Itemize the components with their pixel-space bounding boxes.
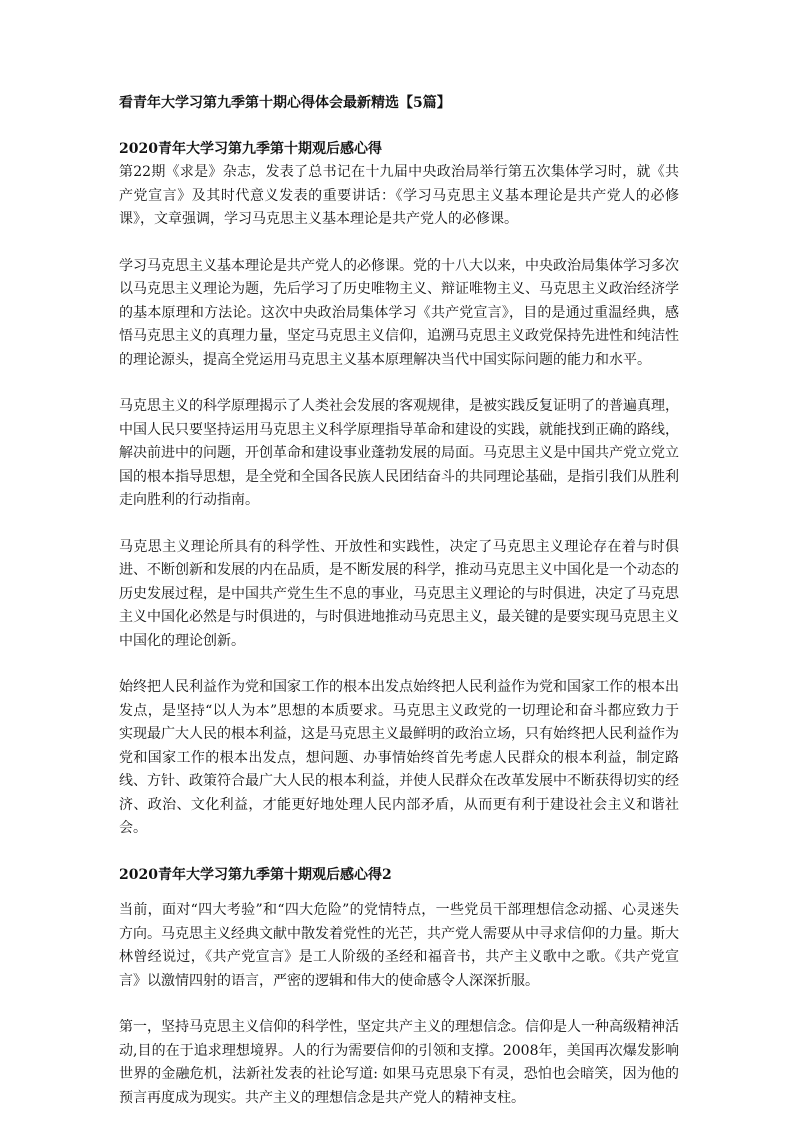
paragraph: 第一，坚持马克思主义信仰的科学性，坚定共产主义的理想信念。信仰是人一种高级精神活动,目的在于追求理想境界。人的行为需要信仰的引领和支撑。2008年，美国再次爆发影响世界的金融危机，法新社发表的社论写道: 如果马克思泉下有灵，恐怕也会暗笑，因为他的预言再度成为现实。共产主义的理想信念是共产党人的精神支柱。 — [119, 1019, 679, 1106]
paragraph: 始终把人民利益作为党和国家工作的根本出发点始终把人民利益作为党和国家工作的根本出发点，是坚持“以人为本”思想的本质要求。马克思主义政党的一切理论和奋斗都应致力于实现最广大人民的根本利益，这是马克思主义最鲜明的政治立场，只有始终把人民利益作为党和国家工作的根本出发点，想问题、办事情始终首先考虑人民群众的根本利益，制定路线、方针、政策符合最广大人民的根本利益，并使人民群众在改革发展中不断获得切实的经济、政治、文化利益，才能更好地处理人民内部矛盾，从而更有利于建设社会主义和谐社会。 — [119, 679, 679, 836]
document-title: 看青年大学习第九季第十期心得体会最新精选【5篇】 — [119, 95, 451, 111]
paragraph: 第22期《求是》杂志，发表了总书记在十九届中央政治局举行第五次集体学习时，就《共产党宣言》及其时代意义发表的重要讲话：《学习马克思主义基本理论是共产党人的必修课》，文章强调，学习马克思主义基本理论是共产党人的必修课。 — [119, 164, 679, 227]
paragraph: 马克思主义的科学原理揭示了人类社会发展的客观规律，是被实践反复证明了的普遍真理，中国人民只要坚持运用马克思主义科学原理指导革命和建设的实践，就能找到正确的路线，解决前进中的问题，开创革命和建设事业蓬勃发展的局面。马克思主义是中国共产党立党立国的根本指导思想，是全党和全国各民族人民团结奋斗的共同理论基础，是指引我们从胜利走向胜利的行动指南。 — [119, 398, 679, 508]
paragraph: 学习马克思主义基本理论是共产党人的必修课。党的十八大以来，中央政治局集体学习多次以马克思主义理论为题，先后学习了历史唯物主义、辩证唯物主义、马克思主义政治经济学的基本原理和方法论。这次中央政治局集体学习《共产党宣言》，目的是通过重温经典，感悟马克思主义的真理力量，坚定马克思主义信仰，追溯马克思主义政党保持先进性和纯洁性的理论源头，提高全党运用马克思主义基本原理解决当代中国实际问题的能力和水平。 — [119, 257, 679, 368]
section-heading-2: 2020青年大学习第九季第十期观后感心得2 — [119, 866, 392, 883]
paragraph: 当前，面对“四大考验”和“四大危险”的党情特点，一些党员干部理想信念动摇、心灵迷失方向。马克思主义经典文献中散发着党性的光芒，共产党人需要从中寻求信仰的力量。斯大林曾经说过，《共产党宣言》是工人阶级的圣经和福音书，共产主义歌中之歌。《共产党宣言》以激情四射的语言，严密的逻辑和伟大的使命感令人深深折服。 — [119, 902, 679, 989]
section-heading-1: 2020青年大学习第九季第十期观后感心得 — [119, 140, 382, 157]
paragraph: 马克思主义理论所具有的科学性、开放性和实践性，决定了马克思主义理论存在着与时俱进、不断创新和发展的内在品质，是不断发展的科学，推动马克思主义中国化是一个动态的历史发展过程，是中国共产党生生不息的事业，马克思主义理论的与时俱进，决定了马克思主义中国化必然是与时俱进的，与时俱进地推动马克思主义，最关键的是要实现马克思主义中国化的理论创新。 — [119, 538, 679, 649]
document-body — [119, 92, 679, 1133]
